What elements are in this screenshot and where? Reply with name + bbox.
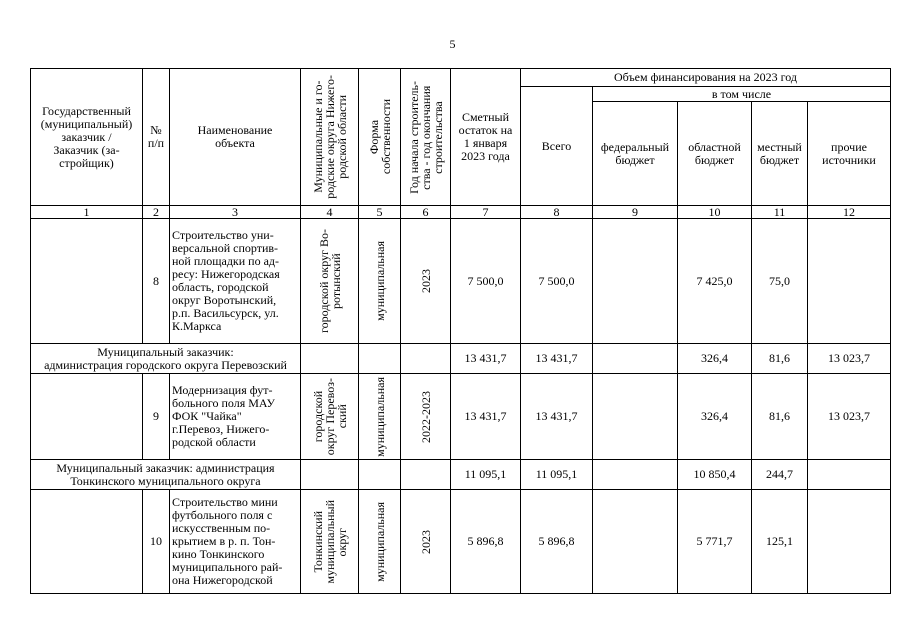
cell-regional: 326,4 [678,344,752,374]
page-number: 5 [449,37,456,51]
group-title: Муниципальный заказчик: администрация Тонкинского муниципального округа [31,460,301,490]
cell-ownership: муниципальная [359,490,401,594]
cell-federal [593,460,678,490]
cell-other [808,490,891,594]
cell-federal [593,374,678,460]
cell-object-name: Строительство уни- версальной спортив- ной площадки по ад- ресу: Нижегородская область, городской округ Воротынский, р.п. Васильсурск, ул. К.Маркса [170,219,301,344]
cell-total: 13 431,7 [521,374,593,460]
cell-empty [359,344,401,374]
cell-local: 81,6 [752,344,808,374]
col-header-object: Наименование объекта [170,69,301,206]
cell-balance: 13 431,7 [451,344,521,374]
cell-object-name: Модернизация фут- больного поля МАУ ФОК "Чайка" г.Перевоз, Нижего- родской области [170,374,301,460]
cell-other [808,219,891,344]
header-row-1 [31,69,891,87]
cell-local: 75,0 [752,219,808,344]
table-row-group-tonkino [31,460,891,490]
col-number: 12 [808,206,891,219]
cell-num: 9 [143,374,170,460]
cell-federal [593,219,678,344]
cell-customer-empty [31,374,143,460]
cell-years: 2023 [401,490,451,594]
cell-local: 244,7 [752,460,808,490]
cell-federal [593,344,678,374]
cell-regional: 5 771,7 [678,490,752,594]
cell-municipality: городской округ Перевоз- ский [301,374,359,460]
col-header-including: в том числе [593,87,891,102]
col-number: 11 [752,206,808,219]
cell-balance: 13 431,7 [451,374,521,460]
cell-customer-empty [31,490,143,594]
cell-other: 13 023,7 [808,374,891,460]
col-header-balance: Сметный остаток на 1 января 2023 года [451,69,521,206]
table-row-object-8 [31,219,891,344]
table-row-group-perevoz [31,344,891,374]
col-header-customer: Государственный (муниципальный) заказчик / Заказчик (за- стройщик) [31,69,143,206]
cell-balance: 7 500,0 [451,219,521,344]
cell-ownership: муниципальная [359,219,401,344]
col-header-federal: федеральный бюджет [593,102,678,206]
cell-customer-empty [31,219,143,344]
cell-other: 13 023,7 [808,344,891,374]
table-row-object-9 [31,374,891,460]
cell-federal [593,490,678,594]
col-header-financing: Объем финансирования на 2023 год [521,69,891,87]
col-number: 2 [143,206,170,219]
cell-balance: 11 095,1 [451,460,521,490]
col-header-other: прочие источники [808,102,891,206]
cell-num: 10 [143,490,170,594]
col-number: 8 [521,206,593,219]
cell-municipality: Тонкинский муниципальный округ [301,490,359,594]
group-title: Муниципальный заказчик: администрация городского округа Перевозский [31,344,301,374]
col-number: 3 [170,206,301,219]
col-number: 9 [593,206,678,219]
col-number: 7 [451,206,521,219]
col-number: 10 [678,206,752,219]
col-header-municipality: Муниципальные и го- родские округа Нижего- родской области [301,69,359,206]
col-header-num: № п/п [143,69,170,206]
col-number: 5 [359,206,401,219]
cell-empty [401,344,451,374]
cell-other [808,460,891,490]
cell-empty [301,344,359,374]
cell-total: 5 896,8 [521,490,593,594]
cell-municipality: городской округ Во- ротынский [301,219,359,344]
financing-table [30,68,891,594]
cell-regional: 7 425,0 [678,219,752,344]
cell-empty [301,460,359,490]
table-row-object-10 [31,490,891,594]
cell-total: 7 500,0 [521,219,593,344]
cell-total: 11 095,1 [521,460,593,490]
col-header-total: Всего [521,87,593,206]
col-header-regional: областной бюджет [678,102,752,206]
col-header-years: Год начала строитель- ства - год окончания строительства [401,69,451,206]
cell-years: 2023 [401,219,451,344]
cell-regional: 10 850,4 [678,460,752,490]
cell-balance: 5 896,8 [451,490,521,594]
cell-ownership: муниципальная [359,374,401,460]
cell-empty [359,460,401,490]
cell-years: 2022-2023 [401,374,451,460]
cell-num: 8 [143,219,170,344]
column-number-row [31,206,891,219]
col-number: 6 [401,206,451,219]
cell-object-name: Строительство мини футбольного поля с искусственным по- крытием в р. п. Тон- кино Тонкинского муниципального рай- она Нижегородской [170,490,301,594]
cell-total: 13 431,7 [521,344,593,374]
col-header-ownership: Форма собственности [359,69,401,206]
col-header-local: местный бюджет [752,102,808,206]
cell-local: 81,6 [752,374,808,460]
cell-local: 125,1 [752,490,808,594]
cell-empty [401,460,451,490]
cell-regional: 326,4 [678,374,752,460]
col-number: 4 [301,206,359,219]
col-number: 1 [31,206,143,219]
